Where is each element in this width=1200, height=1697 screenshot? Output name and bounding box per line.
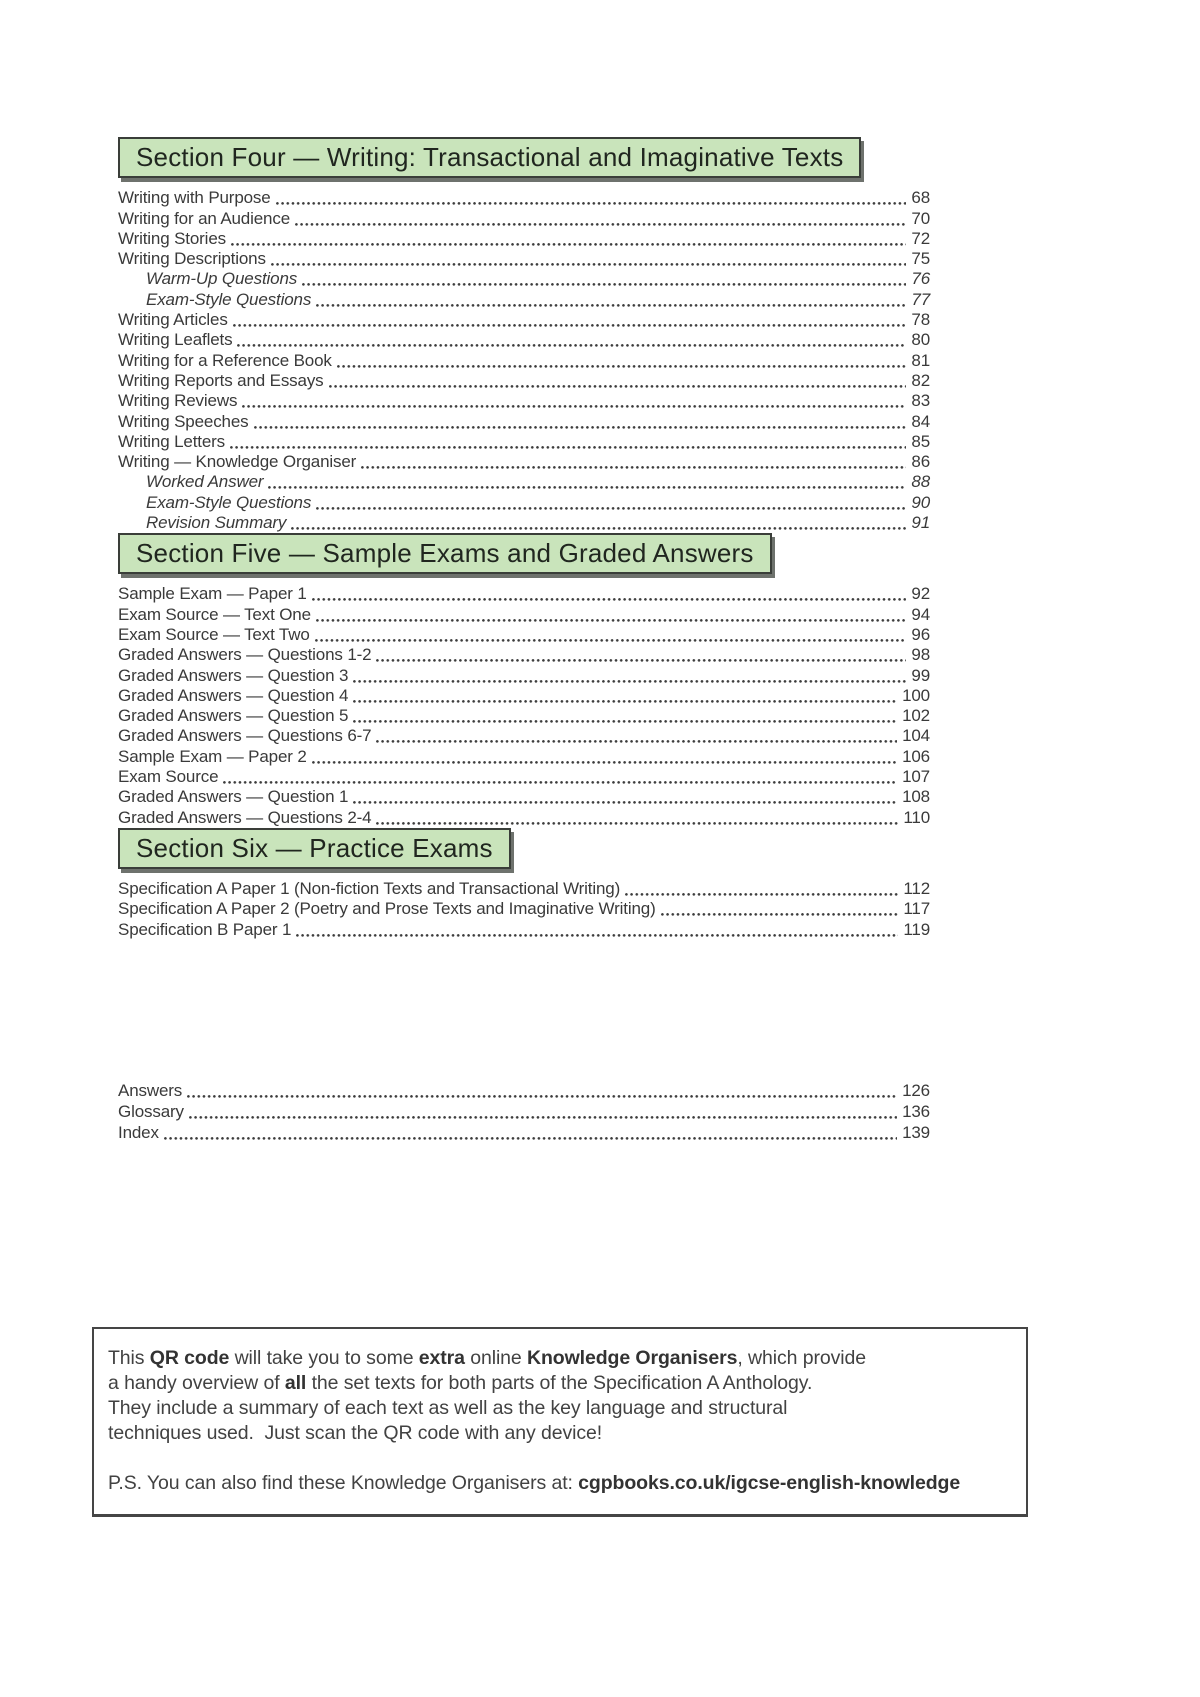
toc-entry-page-number: 104 (902, 726, 930, 746)
toc-entry-page-number: 76 (911, 269, 930, 289)
note-line: They include a summary of each text as well as the key language and structural (108, 1397, 788, 1419)
toc-entry-label: Writing with Purpose (118, 188, 271, 208)
toc-entry-label: Specification A Paper 2 (Poetry and Prose Texts and Imaginative Writing) (118, 899, 656, 919)
toc-entry (118, 188, 930, 208)
toc-entry (118, 807, 930, 827)
toc-entry (118, 899, 930, 919)
dot-leader (189, 1115, 897, 1119)
toc-entry (118, 767, 930, 787)
dot-leader (296, 933, 898, 937)
toc-entry-label: Writing Reports and Essays (118, 370, 324, 390)
dot-leader (316, 303, 906, 307)
toc-entry-page-number: 90 (911, 492, 930, 512)
section-title: Section Six — Practice Exams (136, 832, 493, 863)
extras-entry-list (118, 1080, 930, 1143)
toc-entry-label: Exam-Style Questions (146, 492, 312, 512)
toc-entry-page-number: 81 (911, 350, 930, 370)
toc-entry (118, 584, 930, 604)
toc-entry (118, 452, 930, 472)
toc-entry-page-number: 96 (911, 624, 930, 644)
toc-entry-page-number: 136 (902, 1101, 930, 1121)
toc-entry-page-number: 100 (902, 685, 930, 705)
dot-leader (164, 1136, 897, 1140)
toc-entry (118, 746, 930, 766)
toc-entry-label: Exam-Style Questions (146, 289, 312, 309)
toc-entry-label: Graded Answers — Questions 6-7 (118, 726, 372, 746)
toc-entry-page-number: 84 (911, 411, 930, 431)
toc-entry-page-number: 126 (902, 1080, 930, 1100)
toc-entry (118, 625, 930, 645)
toc-entry (118, 330, 930, 350)
toc-entry-label: Graded Answers — Questions 2-4 (118, 807, 372, 827)
toc-entry-label: Writing Speeches (118, 411, 249, 431)
toc-entry-label: Writing Descriptions (118, 249, 266, 269)
dot-leader (353, 699, 897, 703)
toc-entry-label: Exam Source (118, 767, 219, 787)
toc-section (118, 828, 930, 940)
toc-entry (118, 289, 930, 309)
section-entry-list (118, 188, 930, 533)
toc-entry-label: Writing for a Reference Book (118, 350, 332, 370)
toc-entry-label: Graded Answers — Question 4 (118, 685, 349, 705)
section-title: Section Four — Writing: Transactional and Imaginative Texts (136, 142, 844, 172)
toc-entry-page-number: 106 (902, 746, 930, 766)
toc-entry-page-number: 139 (902, 1122, 930, 1142)
toc-entry (118, 371, 930, 391)
toc-entry (118, 706, 930, 726)
toc-entry-label: Writing Articles (118, 310, 228, 330)
toc-entry (118, 208, 930, 228)
toc-entry-label: Specification A Paper 1 (Non-fiction Texts and Transactional Writing) (118, 878, 621, 898)
toc-entry-label: Graded Answers — Question 3 (118, 665, 349, 685)
toc-entry-label: Index (118, 1122, 159, 1142)
dot-leader (268, 485, 906, 489)
section-entry-list (118, 879, 930, 940)
dot-leader (312, 597, 907, 601)
dot-leader (187, 1094, 897, 1098)
dot-leader (329, 384, 907, 388)
toc-entry (118, 1101, 930, 1122)
dot-leader (271, 262, 907, 266)
toc-entry-page-number: 83 (911, 391, 930, 411)
dot-leader (661, 912, 899, 916)
toc-entry-label: Graded Answers — Question 1 (118, 787, 349, 807)
dot-leader (625, 892, 898, 896)
dot-leader (231, 242, 906, 246)
toc-entry-label: Sample Exam — Paper 1 (118, 584, 307, 604)
note-line: techniques used. Just scan the QR code with any device! (108, 1422, 603, 1444)
toc-entry-page-number: 91 (911, 513, 930, 533)
toc-entry-page-number: 80 (911, 330, 930, 350)
section-header (118, 533, 772, 574)
toc-entry (118, 411, 930, 431)
toc-entry (118, 229, 930, 249)
toc-entry-label: Graded Answers — Questions 1-2 (118, 645, 372, 665)
toc-section (118, 533, 930, 828)
toc-entry-label: Specification B Paper 1 (118, 919, 292, 939)
toc-entry-page-number: 99 (911, 665, 930, 685)
toc-entry-label: Revision Summary (146, 513, 287, 533)
dot-leader (223, 780, 897, 784)
toc-entry-label: Writing for an Audience (118, 208, 291, 228)
toc-entry-label: Writing Leaflets (118, 330, 233, 350)
toc-entry-page-number: 70 (911, 208, 930, 228)
toc-entry-label: Sample Exam — Paper 2 (118, 746, 307, 766)
toc-entry (118, 350, 930, 370)
toc-entry (118, 919, 930, 939)
toc-extras (118, 1080, 930, 1143)
toc-entry-page-number: 68 (911, 188, 930, 208)
toc-entry-label: Writing Reviews (118, 391, 238, 411)
toc-entry (118, 310, 930, 330)
toc-entry (118, 879, 930, 899)
toc-entry-page-number: 112 (903, 878, 930, 898)
toc-entry (118, 604, 930, 624)
toc-entry-label: Graded Answers — Question 5 (118, 706, 349, 726)
toc-entry-page-number: 110 (903, 807, 930, 827)
toc-entry (118, 269, 930, 289)
toc-entry (118, 645, 930, 665)
dot-leader (316, 618, 906, 622)
toc-entry-page-number: 72 (911, 228, 930, 248)
toc-section (118, 137, 930, 533)
section-entry-list (118, 584, 930, 828)
toc-entry-label: Worked Answer (146, 472, 264, 492)
section-header (118, 828, 511, 869)
toc-entry (118, 1122, 930, 1143)
toc-entry-page-number: 117 (903, 899, 930, 919)
toc-entry-page-number: 75 (911, 249, 930, 269)
toc-entry (118, 665, 930, 685)
toc-entry (118, 686, 930, 706)
toc-entry-label: Glossary (118, 1101, 184, 1121)
dot-leader (353, 719, 897, 723)
toc-entry (118, 391, 930, 411)
dot-leader (353, 800, 897, 804)
dot-leader (361, 465, 906, 469)
dot-leader (312, 760, 897, 764)
toc-entry-page-number: 98 (911, 645, 930, 665)
section-header (118, 137, 861, 178)
toc-entry-label: Answers (118, 1080, 183, 1100)
toc-sections (118, 137, 930, 940)
dot-leader (316, 506, 906, 510)
toc-entry-page-number: 94 (911, 604, 930, 624)
toc-entry-label: Warm-Up Questions (146, 269, 298, 289)
section-title: Section Five — Sample Exams and Graded Answers (136, 538, 754, 569)
toc-entry (118, 787, 930, 807)
dot-leader (242, 404, 906, 408)
dot-leader (230, 445, 906, 449)
dot-leader (376, 739, 897, 743)
dot-leader (315, 638, 907, 642)
note-line: This QR code will take you to some extra online Knowledge Organisers, which provide (108, 1347, 866, 1369)
dot-leader (291, 526, 906, 530)
toc-entry-page-number: 86 (911, 452, 930, 472)
toc-entry-label: Writing Stories (118, 228, 226, 248)
toc-entry-label: Writing Letters (118, 431, 226, 451)
toc-entry-page-number: 119 (903, 919, 930, 939)
dot-leader (276, 201, 907, 205)
toc-entry (118, 249, 930, 269)
dot-leader (233, 323, 907, 327)
toc-entry-label: Writing — Knowledge Organiser (118, 452, 357, 472)
note-ps: P.S. You can also find these Knowledge Organisers at: cgpbooks.co.uk/igcse-english-knowledge (108, 1472, 961, 1494)
dot-leader (302, 282, 906, 286)
toc-entry (118, 432, 930, 452)
note-lines (108, 1346, 1006, 1446)
toc-entry-page-number: 78 (911, 310, 930, 330)
dot-leader (376, 821, 898, 825)
toc-entry-page-number: 92 (911, 584, 930, 604)
toc-entry-page-number: 107 (902, 767, 930, 787)
toc-entry-label: Exam Source — Text Two (118, 624, 310, 644)
toc-entry-page-number: 85 (911, 431, 930, 451)
toc-entry-page-number: 108 (902, 787, 930, 807)
qr-code-note-box (92, 1327, 1028, 1517)
toc-entry (118, 472, 930, 492)
toc-entry-page-number: 77 (911, 289, 930, 309)
note-line: a handy overview of all the set texts for both parts of the Specification A Anthology. (108, 1372, 813, 1394)
dot-leader (295, 222, 906, 226)
toc-entry (118, 1080, 930, 1101)
dot-leader (353, 679, 906, 683)
dot-leader (337, 364, 907, 368)
toc-entry-page-number: 82 (911, 370, 930, 390)
toc-entry-label: Exam Source — Text One (118, 604, 311, 624)
toc-entry-page-number: 88 (911, 472, 930, 492)
toc-entry (118, 513, 930, 533)
dot-leader (376, 658, 906, 662)
toc-entry (118, 492, 930, 512)
toc-entry-page-number: 102 (902, 706, 930, 726)
toc-column (118, 137, 930, 1143)
dot-leader (254, 425, 907, 429)
dot-leader (237, 343, 906, 347)
toc-entry (118, 726, 930, 746)
